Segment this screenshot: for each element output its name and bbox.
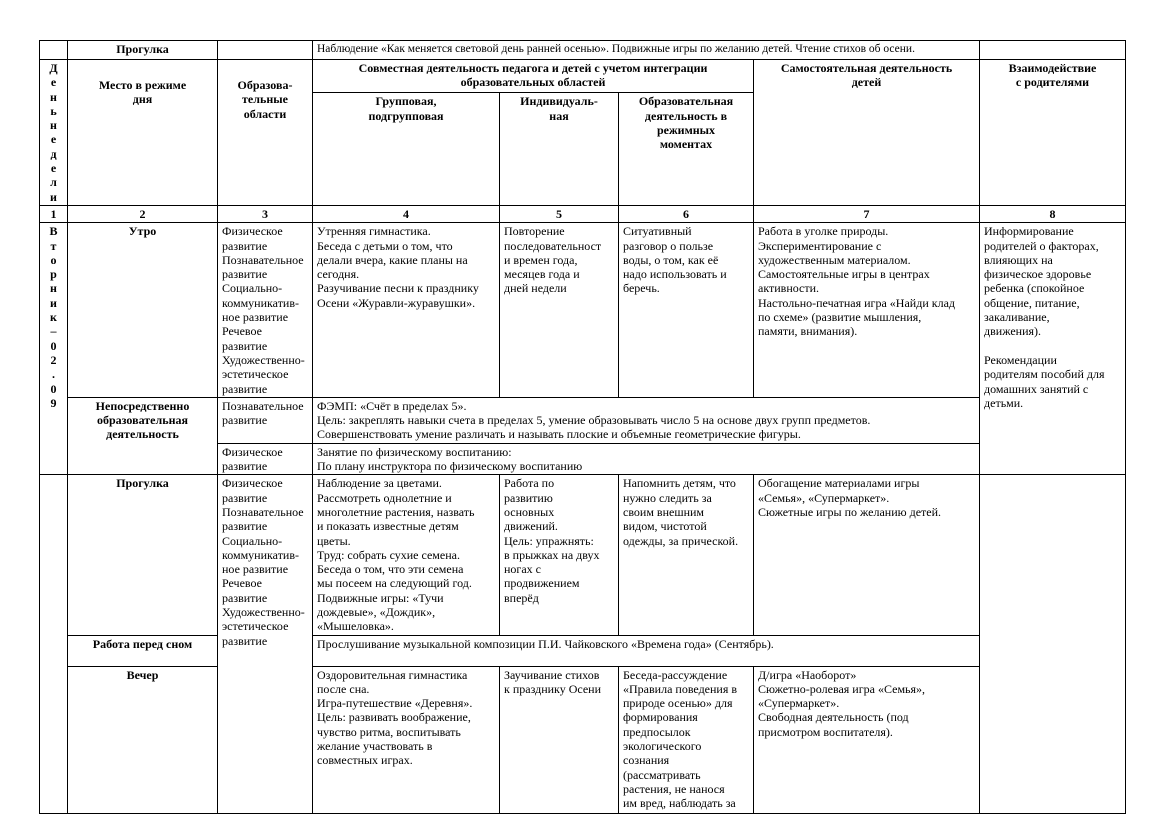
group-header: Групповая, подгрупповая	[313, 93, 500, 206]
place-header: Место в режиме дня	[68, 60, 218, 206]
top-walk-row	[40, 41, 1126, 60]
direct-physical-text: Занятие по физическому воспитанию: По плану инструктора по физическому воспитанию	[313, 443, 980, 475]
walk-label: Прогулка	[68, 475, 218, 635]
morning-regime: Ситуативный разговор о пользе воды, о том, как её надо использовать и беречь.	[619, 223, 754, 398]
before-sleep-label: Работа перед сном	[68, 635, 218, 666]
morning-individual: Повторение последовательност и времен года, месяцев года и дней недели	[500, 223, 619, 398]
col-number: 2	[68, 205, 218, 222]
individual-header: Индивидуаль- ная	[500, 93, 619, 206]
day-of-week-header	[40, 60, 68, 206]
col-number: 5	[500, 205, 619, 222]
walk-independent: Обогащение материалами игры «Семья», «Супермаркет». Сюжетные игры по желанию детей.	[754, 475, 980, 635]
direct-area-cognitive: Познавательное развитие	[218, 397, 313, 443]
before-sleep-row	[40, 635, 1126, 666]
col-number: 4	[313, 205, 500, 222]
evening-regime: Беседа-рассуждение «Правила поведения в природе осенью» для формирования предпосылок экологического сознания (рассматривать растения, не нанося им вред, наблюдать за	[619, 666, 754, 813]
top-areas-cell	[218, 41, 313, 60]
parents-interaction: Информирование родителей о факторах, влияющих на физическое здоровье ребенка (спокойное общение, питание, закаливание, движения). Рекомендации родителям пособий для домашних занятий с детьми.	[980, 223, 1126, 475]
direct-activity-label: Непосредственно образовательная деятельность	[68, 397, 218, 474]
evening-row	[40, 666, 1126, 813]
col-number: 1	[40, 205, 68, 222]
column-numbers-row	[40, 205, 1126, 222]
parents-header: Взаимодействие с родителями	[980, 60, 1126, 206]
direct-femp-text: ФЭМП: «Счёт в пределах 5». Цель: закреплять навыки счета в пределах 5, умение образовывать число 5 на основе двух групп предметов. Совершенствовать умение различать и называть плоские и объемные геометрические фигуры.	[313, 397, 980, 443]
col-number: 6	[619, 205, 754, 222]
before-sleep-text: Прослушивание музыкальной композиции П.И. Чайковского «Времена года» (Сентябрь).	[313, 635, 980, 666]
walk-areas: Физическое развитие Познавательное развитие Социально- коммуникатив- ное развитие Речевое развитие Художественно- эстетическое развитие	[218, 475, 313, 813]
areas-header: Образова- тельные области	[218, 60, 313, 206]
col-number: 8	[980, 205, 1126, 222]
joint-activity-header: Совместная деятельность педагога и детей с учетом интеграции образовательных областей	[313, 60, 754, 93]
evening-group: Оздоровительная гимнастика после сна. Игра-путешествие «Деревня». Цель: развивать воображение, чувство ритма, воспитывать желание участвовать в совместных играх.	[313, 666, 500, 813]
regime-header: Образовательная деятельность в режимных моментах	[619, 93, 754, 206]
morning-label: Утро	[68, 223, 218, 398]
top-day-cell	[40, 41, 68, 60]
evening-individual: Заучивание стихов к празднику Осени	[500, 666, 619, 813]
independent-header: Самостоятельная деятельность детей	[754, 60, 980, 206]
top-walk-text: Наблюдение «Как меняется световой день ранней осенью». Подвижные игры по желанию детей. Чтение стихов об осени.	[313, 41, 980, 60]
col-number: 3	[218, 205, 313, 222]
direct-activity-row	[40, 397, 1126, 443]
walk-day-cell	[40, 475, 68, 813]
walk-group: Наблюдение за цветами. Рассмотреть однолетние и многолетние растения, назвать и показать известные детям цветы. Труд: собрать сухие семена. Беседа о том, что эти семена мы посеем на следующий год. Подвижные игры: «Тучи дождевые», «Дождик», «Мышеловка».	[313, 475, 500, 635]
day-date-cell	[40, 223, 68, 475]
walk-regime: Напомнить детям, что нужно следить за своим внешним видом, чистотой одежды, за прической.	[619, 475, 754, 635]
col-number: 7	[754, 205, 980, 222]
day-date-text: В т о р н и к – 0 2 . 0 9	[49, 224, 58, 410]
evening-independent: Д/игра «Наоборот» Сюжетно-ролевая игра «Семья», «Супермаркет». Свободная деятельность (под присмотром воспитателя).	[754, 666, 980, 813]
top-parents-cell	[980, 41, 1126, 60]
top-walk-label: Прогулка	[68, 41, 218, 60]
morning-group: Утренняя гимнастика. Беседа с детьми о том, что делали вчера, какие планы на сегодня. Разучивание песни к празднику Осени «Журавли-журавушки».	[313, 223, 500, 398]
morning-row	[40, 223, 1126, 398]
walk-row	[40, 475, 1126, 635]
header-row	[40, 60, 1126, 93]
morning-areas: Физическое развитие Познавательное развитие Социально- коммуникатив- ное развитие Речевое развитие Художественно- эстетическое развитие	[218, 223, 313, 398]
walk-parents-cell	[980, 475, 1126, 813]
direct-area-physical: Физическое развитие	[218, 443, 313, 475]
evening-label: Вечер	[68, 666, 218, 813]
walk-individual: Работа по развитию основных движений. Цель: упражнять: в прыжках на двух ногах с продвижением вперёд	[500, 475, 619, 635]
morning-independent: Работа в уголке природы. Экспериментирование с художественным материалом. Самостоятельные игры в центрах активности. Настольно-печатная игра «Найди клад по схеме» (развитие мышления, памяти, внимания).	[754, 223, 980, 398]
weekly-plan-table	[39, 40, 1126, 814]
day-of-week-header-text: Д е н ь н е д е л и	[49, 61, 58, 204]
